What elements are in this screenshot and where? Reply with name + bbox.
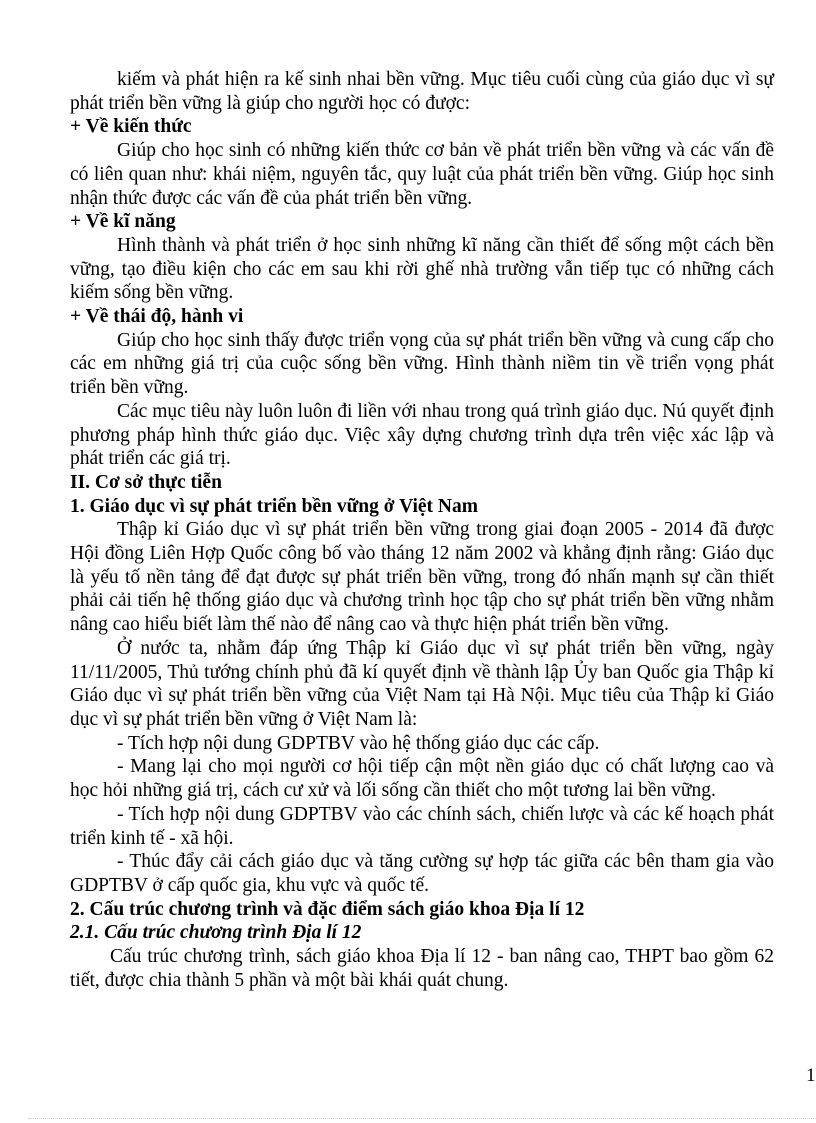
list-item: - Tích hợp nội dung GDPTBV vào hệ thống giáo dục các cấp.	[117, 732, 600, 754]
paragraph: Giúp cho học sinh thấy được triển vọng của sự phát triển bền vững và cung cấp cho các em những giá trị của cuộc sống bền vững. Hình thành niềm tin về triển vọng phát triển bền vững.	[70, 329, 774, 399]
page-number: 1	[806, 1065, 816, 1086]
paragraph: kiếm và phát hiện ra kế sinh nhai bền vững. Mục tiêu cuối cùng của giáo dục vì sự phát triển bền vững là giúp cho người học có được:	[70, 69, 774, 114]
list-item: - Mang lại cho mọi người cơ hội tiếp cận một nền giáo dục có chất lượng cao và học hỏi những giá trị, cách cư xử và lối sống cần thiết cho một tương lai bền vững.	[70, 756, 774, 802]
paragraph: Các mục tiêu này luôn luôn đi liền với nhau trong quá trình giáo dục. Nú quyết định phương pháp hình thức giáo dục. Việc xây dựng chương trình dựa trên việc xác lập và phát triển các giá trị.	[70, 400, 774, 470]
section-heading: 1. Giáo dục vì sự phát triển bền vững ở Việt Nam	[70, 495, 478, 517]
section-heading: + Về kiến thức	[70, 116, 192, 138]
paragraph: Hình thành và phát triển ở học sinh những kĩ năng cần thiết để sống một cách bền vững, tạo điều kiện cho các em sau khi rời ghế nhà trường vẫn tiếp tục có những cách kiếm sống bền vững.	[70, 234, 774, 304]
list-item: - Thúc đẩy cải cách giáo dục và tăng cường sự hợp tác giữa các bên tham gia vào GDPTBV ở cấp quốc gia, khu vực và quốc tế.	[70, 851, 774, 896]
paragraph: Cấu trúc chương trình, sách giáo khoa Địa lí 12 - ban nâng cao, THPT bao gồm 62 tiết, được chia thành 5 phần và một bài khái quát chung.	[70, 946, 774, 991]
section-heading: + Về thái độ, hành vi	[70, 306, 244, 328]
paragraph: Thập kỉ Giáo dục vì sự phát triển bền vững trong giai đoạn 2005 - 2014 đã được Hội đồng Liên Hợp Quốc công bố vào tháng 12 năm 2002 và khẳng định rằng: Giáo dục là yếu tố nền tảng để đạt được sự phát triển bền vững, trong đó nhấn mạnh sự cần thiết phải cải tiến hệ thống giáo dục và chương trình học tập cho sự phát triển bền vững nhằm nâng cao hiểu biết làm thế nào để nâng cao và thực hiện phát triển bền vững.	[70, 519, 774, 636]
section-heading: 2. Cấu trúc chương trình và đặc điểm sách giáo khoa Địa lí 12	[70, 898, 585, 920]
subsection-heading: 2.1. Cấu trúc chương trình Địa lí 12	[70, 922, 362, 944]
paragraph: Giúp cho học sinh có những kiến thức cơ bản về phát triển bền vững và các vấn đề có liên quan như: khái niệm, nguyên tắc, quy luật của phát triển bền vững. Giúp học sinh nhận thức được các vấn đề của phát triển bền vững.	[70, 140, 774, 209]
footer-divider	[28, 1118, 816, 1119]
section-heading: II. Cơ sở thực tiễn	[70, 471, 222, 493]
document-body	[70, 68, 774, 992]
paragraph: Ở nước ta, nhằm đáp ứng Thập kỉ Giáo dục vì sự phát triển bền vững, ngày 11/11/2005, Thủ tướng chính phủ đã kí quyết định về thành lập Ủy ban Quốc gia Thập kỉ Giáo dục vì sự phát triển bền vững của Việt Nam tại Hà Nội. Mục tiêu của Thập kỉ Giáo dục vì sự phát triển bền vững ở Việt Nam là:	[70, 637, 774, 730]
list-item: - Tích hợp nội dung GDPTBV vào các chính sách, chiến lược và các kế hoạch phát triển kinh tế - xã hội.	[70, 803, 774, 849]
section-heading: + Về kĩ năng	[70, 211, 176, 233]
